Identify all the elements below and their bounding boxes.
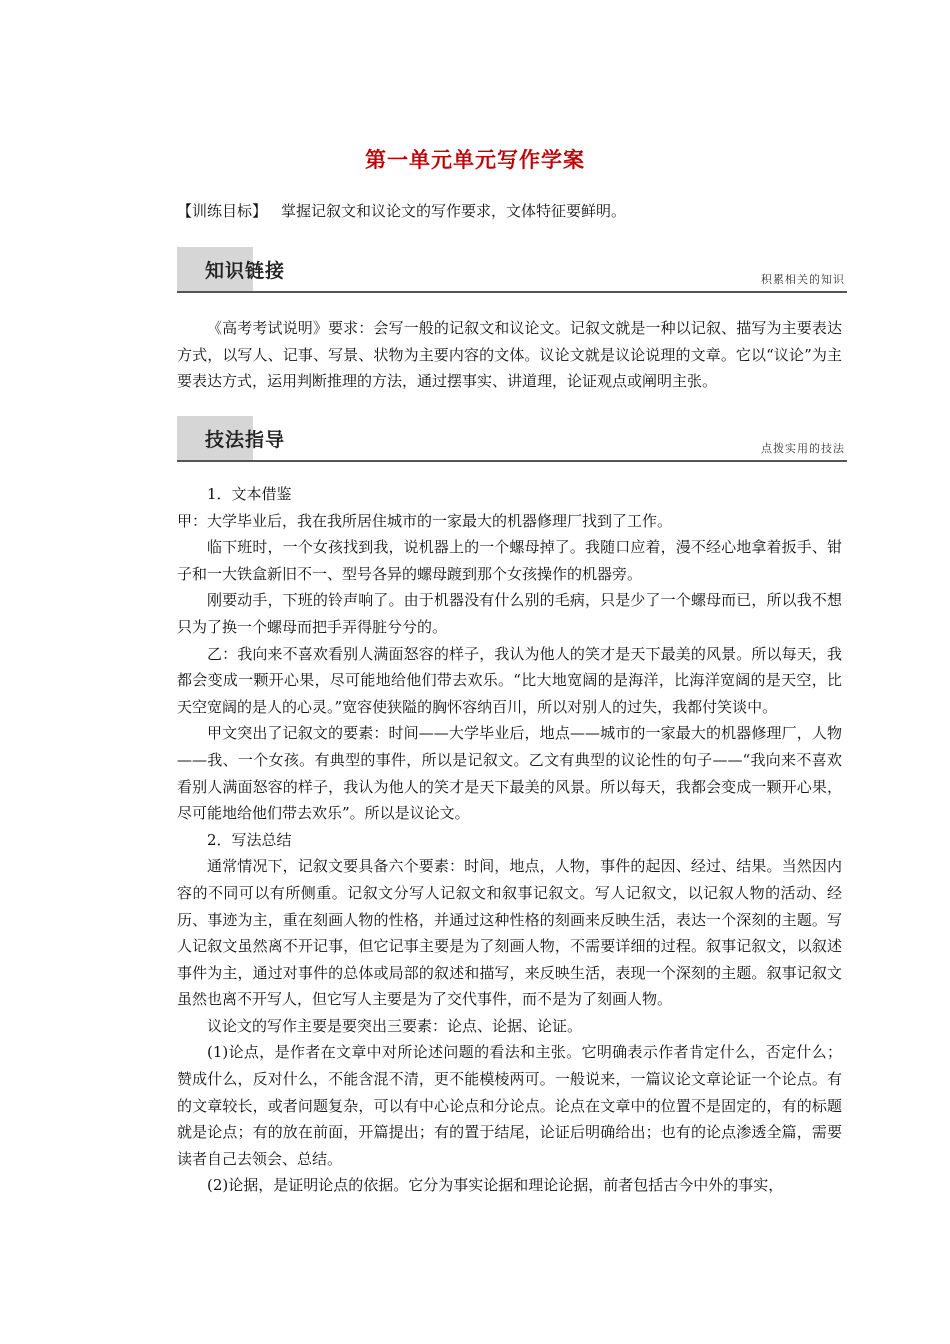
training-target (177, 200, 847, 222)
section-body-knowledge (177, 315, 842, 395)
section-subtitle: 积累相关的知识 (761, 273, 845, 286)
training-target-tag: 【训练目标】 (177, 202, 268, 220)
paragraph: 议论文的写作主要是要突出三要素：论点、论据、论证。 (207, 1016, 583, 1035)
paragraph: 甲文突出了记叙文的要素：时间——大学毕业后，地点——城市的一家最大的机器修理厂，人物——我、一个女孩。有典型的事件，所以是记叙文。乙文有典型的议论性的句子——“我向来不喜欢看别人满面怒容的样子，我认为他人的笑才是天下最美的风景。所以每天，我都会变成一颗开心果，尽可能地给他们带去欢乐”。所以是议论文。 (177, 724, 842, 823)
section-subtitle: 点拨实用的技法 (761, 442, 845, 455)
training-target-text: 掌握记叙文和议论文的写作要求，文体特征要鲜明。 (281, 202, 627, 220)
page-title: 第一单元单元写作学案 (365, 147, 585, 172)
section-header-knowledge (177, 247, 847, 293)
paragraph: (2)论据，是证明论点的依据。它分为事实论据和理论论据，前者包括古今中外的事实， (207, 1176, 784, 1195)
section-label: 技法指导 (205, 429, 286, 451)
paragraph: 临下班时，一个女孩找到我，说机器上的一个螺母掉了。我随口应着，漫不经心地拿着扳手、钳子和一大铁盒新旧不一、型号各异的螺母踱到那个女孩操作的机器旁。 (177, 538, 842, 583)
paragraph: 甲：大学毕业后，我在我所居住城市的一家最大的机器修理厂找到了工作。 (177, 511, 673, 530)
heading-text-reference: 1．文本借鉴 (207, 485, 292, 503)
paragraph: 刚要动手，下班的铃声响了。由于机器没有什么别的毛病，只是少了一个螺母而已，所以我不想只为了换一个螺母而把手弄得脏兮兮的。 (177, 591, 842, 636)
heading-writing-summary: 2．写法总结 (207, 830, 292, 849)
paragraph: 通常情况下，记叙文要具备六个要素：时间，地点，人物，事件的起因、经过、结果。当然因内容的不同可以有所侧重。记叙文分写人记叙文和叙事记叙文。写人记叙文，以记叙人物的活动、经历、事迹为主，重在刻画人物的性格，并通过这种性格的刻画来反映生活，表达一个深刻的主题。写人记叙文虽然离不开记事，但它记事主要是为了刻画人物，不需要详细的过程。叙事记叙文，以叙述事件为主，通过对事件的总体或局部的叙述和描写，来反映生活，表现一个深刻的主题。叙事记叙文虽然也离不开写人，但它写人主要是为了交代事件，而不是为了刻画人物。 (177, 857, 842, 1009)
paragraph: 乙：我向来不喜欢看别人满面怒容的样子，我认为他人的笑才是天下最美的风景。所以每天，我都会变成一颗开心果，尽可能地给他们带去欢乐。“比大地宽阔的是海洋，比海洋宽阔的是天空，比天空宽阔的是人的心灵。”宽容使狭隘的胸怀容纳百川，所以对别人的过失，我都付笑谈中。 (177, 644, 842, 716)
paragraph: (1)论点，是作者在文章中对所论述问题的看法和主张。它明确表示作者肯定什么，否定什么；赞成什么，反对什么，不能含混不清，更不能模棱两可。一般说来，一篇议论文章论证一个论点。有的文章较长，或者问题复杂，可以有中心论点和分论点。论点在文章中的位置不是固定的，有的标题就是论点；有的放在前面，开篇提出；有的置于结尾，论证后明确给出；也有的论点渗透全篇，需要读者自己去领会、总结。 (177, 1043, 842, 1168)
section-label: 知识链接 (205, 260, 286, 282)
section-header-technique (177, 416, 847, 462)
section-body-technique (177, 481, 842, 1199)
paragraph: 《高考考试说明》要求：会写一般的记叙文和议论文。记叙文就是一种以记叙、描写为主要表达方式，以写人、记事、写景、状物为主要内容的文体。议论文就是议论说理的文章。它以“议论”为主要表达方式，运用判断推理的方法，通过摆事实、讲道理，论证观点或阐明主张。 (177, 319, 842, 391)
